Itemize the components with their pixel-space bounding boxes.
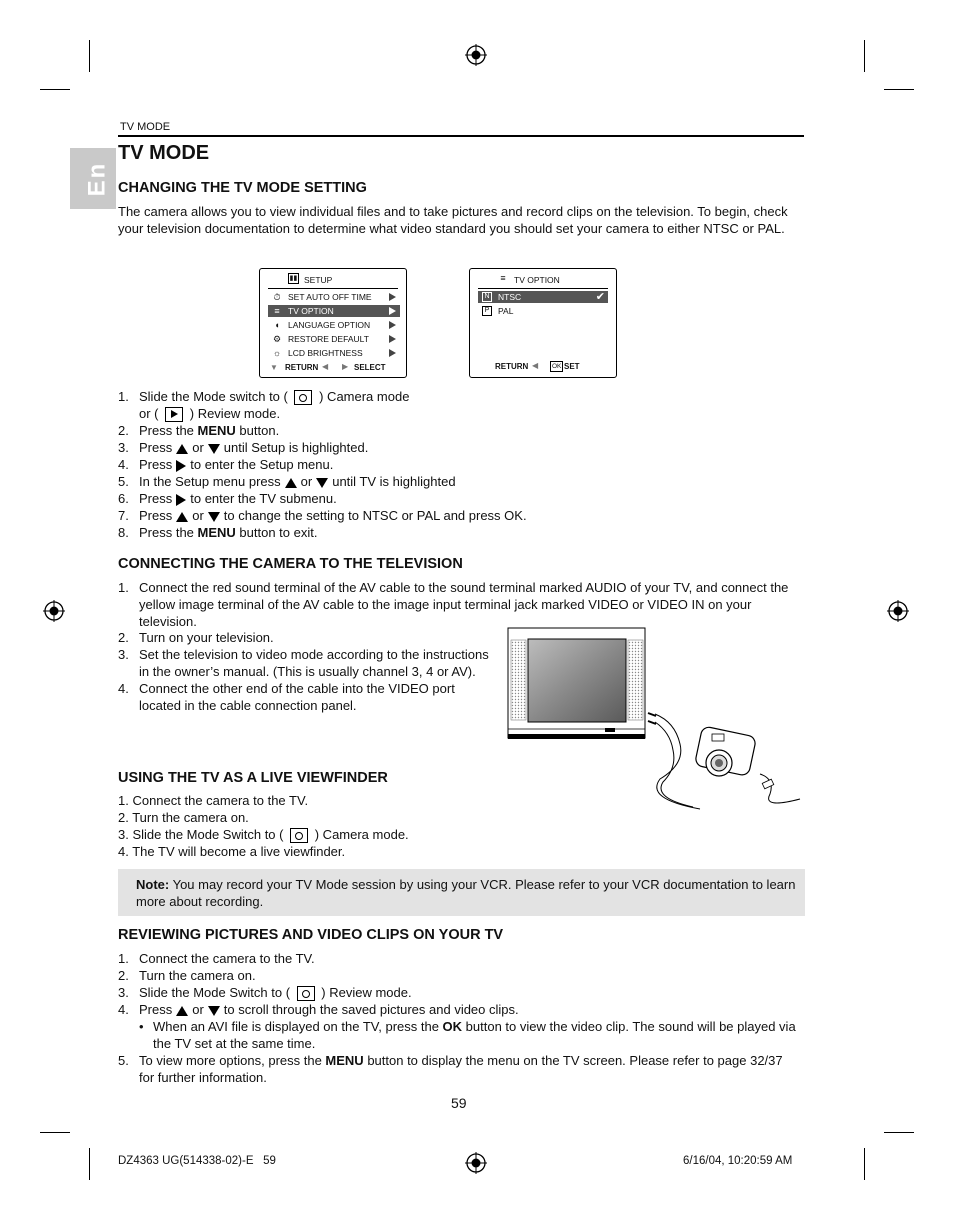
- review-mode-icon: [165, 407, 183, 422]
- intro-paragraph: The camera allows you to view individual files and to take pictures and record clips on the television. To begin, check your television documentation to determine what video standard you should set your camera to either NTSC or PAL.: [118, 204, 788, 236]
- menu-divider: [478, 288, 608, 289]
- crop-mark: [40, 89, 70, 90]
- crop-mark: [89, 1148, 90, 1180]
- arrow-down-icon: [208, 512, 220, 522]
- arrow-up-icon: [176, 512, 188, 522]
- registration-mark-icon: [465, 1152, 487, 1174]
- header-rule: [118, 135, 804, 137]
- list-item: 5. To view more options, press the MENU button to display the menu on the TV screen. Please refer to page 32/37 for further information.: [118, 1053, 783, 1086]
- section-heading-viewfinder: USING THE TV AS A LIVE VIEWFINDER: [118, 770, 388, 786]
- arrow-up-icon: [176, 444, 188, 454]
- arrow-right-icon: [389, 335, 396, 343]
- arrow-down-icon: ▼: [270, 363, 278, 372]
- list-item: 6. Press to enter the TV submenu.: [118, 491, 337, 507]
- list-item: 3. Slide the Mode Switch to ( ) Camera mode.: [118, 827, 409, 842]
- list-item: 5. In the Setup menu press or until TV is highlighted: [118, 474, 456, 490]
- list-item: 1. Slide the Mode switch to ( ) Camera mode: [118, 389, 410, 404]
- list-item: 2. Turn on your television.: [118, 630, 274, 645]
- viewfinder-steps: [118, 792, 538, 860]
- tv-lines-icon: ≡: [274, 306, 280, 316]
- language-tab: En: [70, 148, 116, 209]
- set-label: SET: [564, 362, 580, 371]
- connecting-steps: [118, 629, 500, 714]
- footer-timestamp: 6/16/04, 10:20:59 AM: [683, 1155, 793, 1167]
- list-item: 4. Connect the other end of the cable into the VIDEO port located in the cable connection panel.: [118, 681, 455, 713]
- arrow-left-icon: ◀: [532, 361, 539, 370]
- arrow-up-icon: [176, 1006, 188, 1016]
- camera-mode-icon: [297, 986, 315, 1001]
- menu-item-brightness: ☼ LCD BRIGHTNESS: [268, 347, 400, 359]
- page-title: TV MODE: [118, 142, 210, 164]
- list-item: 1. Connect the camera to the TV.: [118, 793, 309, 808]
- page-number: 59: [451, 1095, 467, 1111]
- connecting-step-1: [118, 579, 808, 630]
- registration-mark-icon: [465, 44, 487, 66]
- return-label: RETURN: [285, 363, 319, 372]
- clock-icon: ⏱: [273, 292, 281, 302]
- menu-item-language: ◖ LANGUAGE OPTION: [268, 319, 400, 331]
- camera-mode-icon: [294, 390, 312, 405]
- tv-lines-icon: ≡: [500, 273, 506, 283]
- crop-mark: [864, 1148, 865, 1180]
- arrow-right-icon: [389, 293, 396, 301]
- registration-mark-icon: [887, 600, 909, 622]
- list-item: 4. Press or to scroll through the saved pictures and video clips.: [118, 1002, 519, 1018]
- list-item: 3. Set the television to video mode according to the instructions in the owner’s manual. (This is usually channel 3, 4 or AV).: [118, 647, 489, 679]
- arrow-right-icon: [389, 307, 396, 315]
- sun-icon: ☼: [272, 348, 282, 358]
- crop-mark: [89, 40, 90, 72]
- list-item: 1. Connect the camera to the TV.: [118, 951, 315, 966]
- arrow-right-icon: ▶: [342, 362, 349, 371]
- note-text: Note: You may record your TV Mode session by using your VCR. Please refer to your VCR documentation to learn more about recording.: [136, 877, 796, 909]
- menu-item-restore: ⚙ RESTORE DEFAULT: [268, 333, 400, 345]
- menu-item-tv-option: ≡ TV OPTION: [268, 305, 400, 317]
- arrow-up-icon: [285, 478, 297, 488]
- list-item: 4. Press to enter the Setup menu.: [118, 457, 334, 473]
- crop-mark: [884, 89, 914, 90]
- arrow-right-icon: [176, 460, 186, 472]
- arrow-right-icon: [389, 349, 396, 357]
- setup-menu-title: SETUP: [304, 275, 333, 285]
- arrow-down-icon: [316, 478, 328, 488]
- ntsc-badge: N: [482, 292, 492, 302]
- list-item: 7. Press or to change the setting to NTSC or PAL and press OK.: [118, 508, 527, 524]
- menu-item-pal: P PAL: [478, 305, 608, 317]
- tv-option-screen: [469, 268, 617, 378]
- pal-badge: P: [482, 306, 492, 316]
- tv-camera-illustration: [505, 626, 805, 812]
- section-heading-connecting: CONNECTING THE CAMERA TO THE TELEVISION: [118, 556, 463, 572]
- crop-mark: [40, 1132, 70, 1133]
- list-item: 8. Press the MENU button to exit.: [118, 525, 318, 541]
- list-item: 2. Turn the camera on.: [118, 810, 249, 825]
- crop-mark: [884, 1132, 914, 1133]
- list-item: 3. Press or until Setup is highlighted.: [118, 440, 369, 456]
- list-item: 2. Turn the camera on.: [118, 968, 256, 983]
- section-heading-changing: CHANGING THE TV MODE SETTING: [118, 180, 367, 196]
- setup-icon: ▮▮: [289, 275, 298, 282]
- arrow-down-icon: [208, 444, 220, 454]
- footer-doc-id: DZ4363 UG(514338-02)-E 59: [118, 1155, 276, 1167]
- arrow-down-icon: [208, 1006, 220, 1016]
- restore-icon: ⚙: [272, 334, 282, 344]
- arrow-right-icon: [176, 494, 186, 506]
- check-icon: ✔: [595, 291, 605, 303]
- tv-option-title: TV OPTION: [514, 275, 560, 285]
- return-label: RETURN: [495, 362, 529, 371]
- registration-mark-icon: [43, 600, 65, 622]
- changing-steps: [118, 388, 638, 541]
- arrow-left-icon: ◀: [322, 362, 329, 371]
- list-item: 4. The TV will become a live viewfinder.: [118, 844, 346, 860]
- camera-mode-icon: [290, 828, 308, 843]
- menu-divider: [268, 288, 398, 289]
- list-item: 3. Slide the Mode Switch to ( ) Review mode.: [118, 985, 412, 1000]
- reviewing-steps: [118, 950, 798, 1086]
- setup-menu-screen: [259, 268, 407, 378]
- arrow-right-icon: [389, 321, 396, 329]
- list-item: or ( ) Review mode.: [139, 406, 281, 422]
- list-item: 1. Connect the red sound terminal of the AV cable to the sound terminal marked AUDIO of your TV, and connect the yellow image terminal of the AV cable to the image input terminal jack marked VIDEO or VIDEO IN on your television.: [118, 580, 789, 629]
- list-item: • When an AVI file is displayed on the TV, press the OK button to view the video clip. The sound will be played via the TV set at the same time.: [139, 1019, 796, 1052]
- menu-item-ntsc: N NTSC ✔: [478, 291, 608, 303]
- running-header: TV MODE: [120, 121, 171, 133]
- ok-badge: OK: [552, 363, 562, 370]
- list-item: 2. Press the MENU button.: [118, 423, 280, 439]
- crop-mark: [864, 40, 865, 72]
- speaker-icon: ◖: [274, 320, 280, 330]
- select-label: SELECT: [354, 363, 386, 372]
- section-heading-reviewing: REVIEWING PICTURES AND VIDEO CLIPS ON YOUR TV: [118, 927, 504, 943]
- menu-item-auto-off: ⏱ SET AUTO OFF TIME: [268, 291, 400, 303]
